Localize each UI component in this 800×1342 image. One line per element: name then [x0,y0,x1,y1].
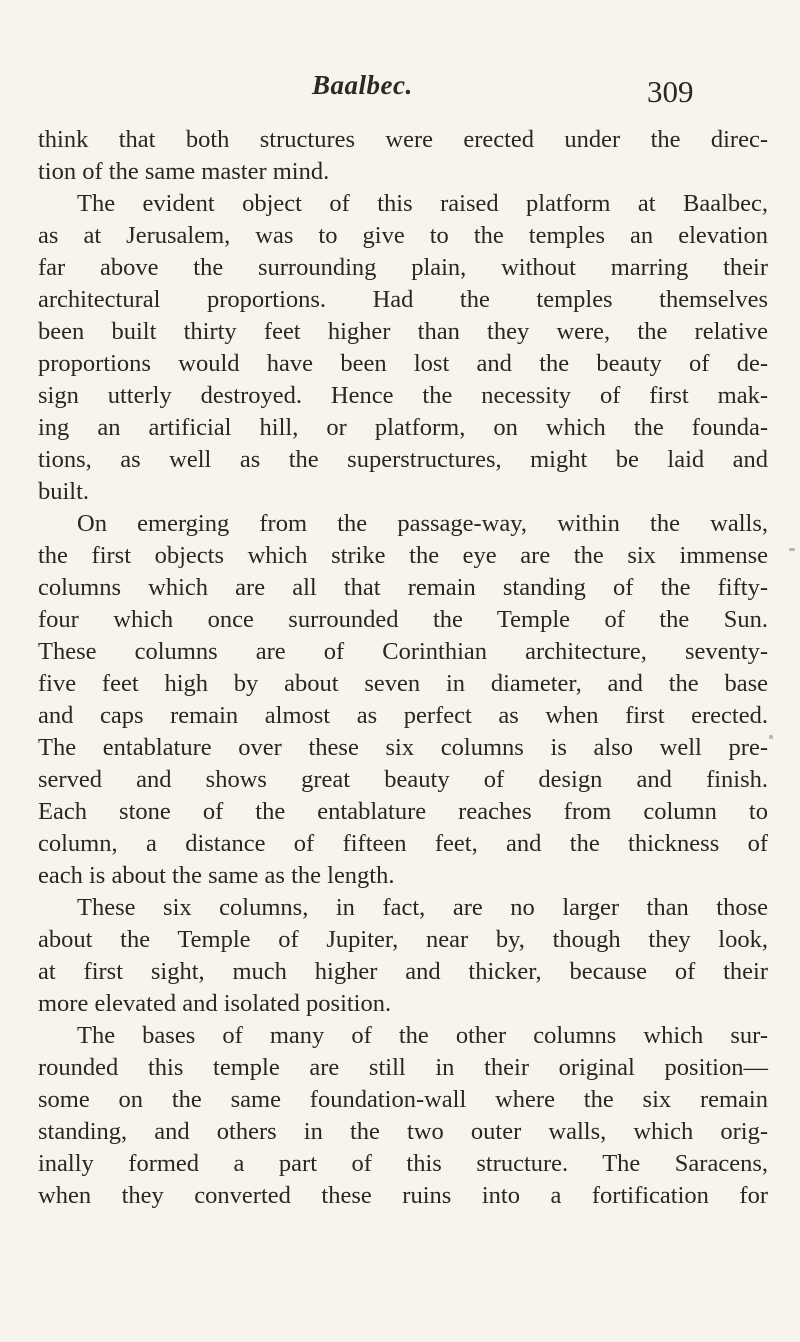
text-line: built. [38,478,90,505]
page-number: 309 [647,74,694,109]
text-line: five feet high by about seven in diameter, and the base [38,670,768,697]
text-line: The entablature over these six columns is also well pre- [38,734,768,761]
text-line: as at Jerusalem, was to give to the temples an elevation [38,222,768,249]
text-line: These columns are of Corinthian architecture, seventy- [38,638,768,665]
text-line: when they converted these ruins into a fortification for [38,1182,768,1209]
text-line: sign utterly destroyed. Hence the necessity of first mak- [38,382,768,409]
text-line: four which once surrounded the Temple of the Sun. [38,606,768,633]
text-line: ing an artificial hill, or platform, on which the founda- [38,414,768,441]
text-line: These six columns, in fact, are no larger than those [77,894,768,921]
text-line: and caps remain almost as perfect as when first erected. [38,702,768,729]
text-line: each is about the same as the length. [38,862,395,889]
text-line: proportions would have been lost and the beauty of de- [38,350,768,377]
text-line: tions, as well as the superstructures, might be laid and [38,446,768,473]
text-line: The evident object of this raised platform at Baalbec, [77,190,768,217]
text-line: about the Temple of Jupiter, near by, though they look, [38,926,768,953]
running-title: Baalbec. [312,70,413,100]
text-line: some on the same foundation-wall where the six remain [38,1086,768,1113]
text-line: inally formed a part of this structure. The Saracens, [38,1150,768,1177]
text-line: the first objects which strike the eye are the six immense [38,542,768,569]
text-line: think that both structures were erected under the direc- [38,126,768,153]
text-line: served and shows great beauty of design and finish. [38,766,768,793]
text-line: column, a distance of fifteen feet, and the thickness of [38,830,768,857]
text-line: more elevated and isolated position. [38,990,392,1017]
text-line: architectural proportions. Had the temples themselves [38,286,768,313]
text-line: On emerging from the passage-way, within the walls, [77,510,768,537]
text-line: standing, and others in the two outer walls, which orig- [38,1118,768,1145]
text-line: Each stone of the entablature reaches from column to [38,798,768,825]
paper-speck [789,548,795,551]
text-line: columns which are all that remain standing of the fifty- [38,574,768,601]
text-line: far above the surrounding plain, without marring their [38,254,768,281]
body-text [38,124,768,1212]
text-line: tion of the same master mind. [38,158,330,185]
text-line: rounded this temple are still in their original position— [38,1054,768,1081]
paper-speck [769,735,773,739]
text-line: at first sight, much higher and thicker, because of their [38,958,768,985]
text-line: The bases of many of the other columns which sur- [77,1022,768,1049]
text-line: been built thirty feet higher than they were, the relative [38,318,768,345]
